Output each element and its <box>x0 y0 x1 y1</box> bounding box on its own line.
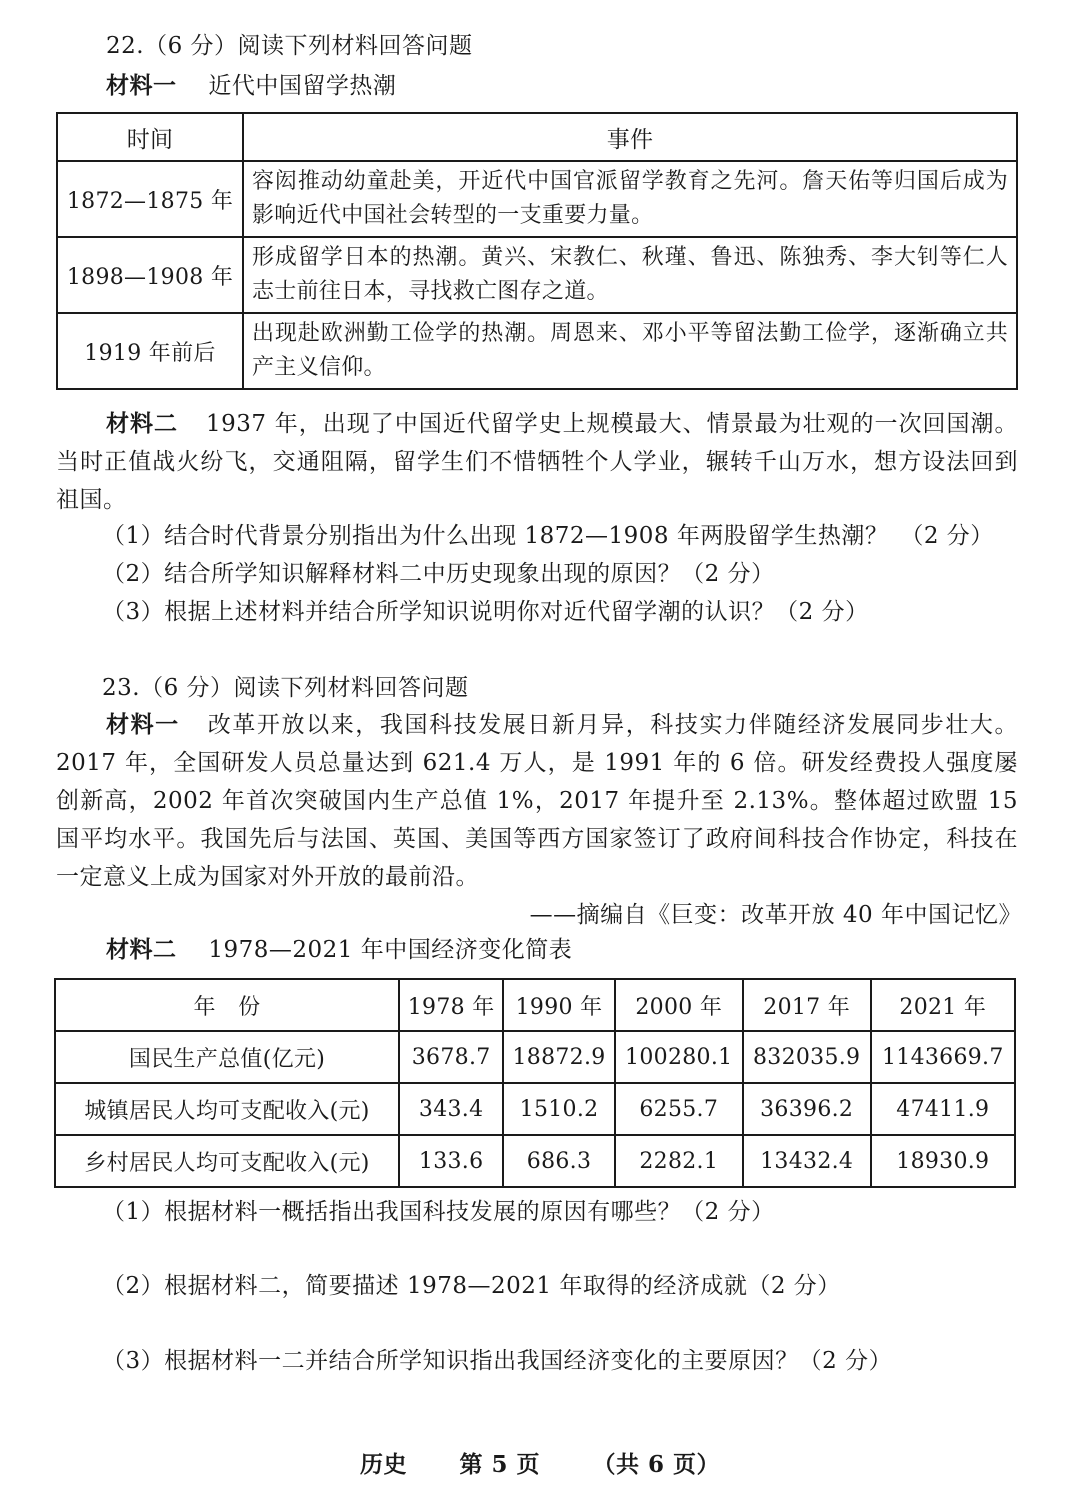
table-header-row <box>57 113 1017 161</box>
header-time: 时间 <box>57 113 243 161</box>
table-cell: 1510.2 <box>503 1083 615 1135</box>
row-label: 国民生产总值(亿元) <box>55 1031 399 1083</box>
table-cell: 18872.9 <box>503 1031 615 1083</box>
table-cell: 1143669.7 <box>871 1031 1015 1083</box>
table-cell: 686.3 <box>503 1135 615 1187</box>
q23-question-3: （3）根据材料一二并结合所学知识指出我国经济变化的主要原因？（2 分） <box>102 1348 893 1374</box>
q22-material2-label: 材料二 <box>106 410 178 437</box>
q22-material1-heading <box>106 68 396 104</box>
table-cell: 2282.1 <box>615 1135 743 1187</box>
q23-title: 23.（6 分）阅读下列材料回答问题 <box>102 675 469 701</box>
table-cell: 133.6 <box>399 1135 503 1187</box>
q22-question-3: （3）根据上述材料并结合所学知识说明你对近代留学潮的认识？（2 分） <box>102 599 869 625</box>
row-event: 容闳推动幼童赴美，开近代中国官派留学教育之先河。詹天佑等归国后成为影响近代中国社会转型的一支重要力量。 <box>243 161 1017 237</box>
page-footer <box>0 1446 1080 1479</box>
header-1978: 1978 年 <box>399 979 503 1031</box>
table-cell: 36396.2 <box>743 1083 871 1135</box>
q23-material2-title: 1978—2021 年中国经济变化简表 <box>208 937 573 963</box>
q23-question-2: （2）根据材料二，简要描述 1978—2021 年取得的经济成就（2 分） <box>102 1273 841 1299</box>
header-2021: 2021 年 <box>871 979 1015 1031</box>
table-cell: 47411.9 <box>871 1083 1015 1135</box>
footer-page: 第 5 页 <box>459 1451 540 1478</box>
table-row <box>55 1083 1015 1135</box>
table-row <box>57 237 1017 313</box>
table-cell: 100280.1 <box>615 1031 743 1083</box>
row-time: 1919 年前后 <box>57 313 243 389</box>
q23-source: ——摘编自《巨变：改革开放 40 年中国记忆》 <box>529 902 1022 928</box>
row-label: 城镇居民人均可支配收入(元) <box>55 1083 399 1135</box>
table-cell: 13432.4 <box>743 1135 871 1187</box>
q23-material1-text: 改革开放以来，我国科技发展日新月异，科技实力伴随经济发展同步壮大。2017 年，全国研发人员总量达到 621.4 万人，是 1991 年的 6 倍。研发经费投人强度屡创新高，2002 年首次突破国内生产总值 1%，2017 年提升至 2.13%。整体超过欧盟 15 国平均水平。我国先后与法国、英国、美国等西方国家签订了政府间科技合作协定，科技在一定意义上成为国家对外开放的最前沿。 <box>56 712 1019 890</box>
table-cell: 3678.7 <box>399 1031 503 1083</box>
q22-title: 22.（6 分）阅读下列材料回答问题 <box>106 33 473 59</box>
study-abroad-table <box>56 112 1018 390</box>
header-1990: 1990 年 <box>503 979 615 1031</box>
q22-material2 <box>56 405 1018 519</box>
q22-material1-label: 材料一 <box>106 72 177 99</box>
q23-material1 <box>56 706 1018 896</box>
footer-subject: 历史 <box>359 1451 407 1478</box>
economy-table <box>54 978 1016 1188</box>
header-event: 事件 <box>243 113 1017 161</box>
table-row <box>57 161 1017 237</box>
q23-question-1: （1）根据材料一概括指出我国科技发展的原因有哪些？（2 分） <box>102 1199 775 1225</box>
table-row <box>57 313 1017 389</box>
q23-material1-label: 材料一 <box>106 711 180 738</box>
table-cell: 6255.7 <box>615 1083 743 1135</box>
row-time: 1898—1908 年 <box>57 237 243 313</box>
q23-material2-heading <box>106 932 572 968</box>
row-label: 乡村居民人均可支配收入(元) <box>55 1135 399 1187</box>
q22-material2-text: 1937 年，出现了中国近代留学史上规模最大、情景最为壮观的一次回国潮。当时正值战火纷飞，交通阻隔，留学生们不惜牺牲个人学业，辗转千山万水，想方设法回到祖国。 <box>56 411 1018 513</box>
header-2000: 2000 年 <box>615 979 743 1031</box>
q22-question-1: （1）结合时代背景分别指出为什么出现 1872—1908 年两股留学生热潮？ （2 分） <box>102 523 994 549</box>
table-header-row <box>55 979 1015 1031</box>
row-time: 1872—1875 年 <box>57 161 243 237</box>
footer-total: （共 6 页） <box>592 1451 721 1478</box>
table-row <box>55 1031 1015 1083</box>
q23-material2-label: 材料二 <box>106 936 177 963</box>
header-year: 年 份 <box>55 979 399 1031</box>
header-2017: 2017 年 <box>743 979 871 1031</box>
q22-material1-title: 近代中国留学热潮 <box>208 73 397 99</box>
table-row <box>55 1135 1015 1187</box>
table-cell: 18930.9 <box>871 1135 1015 1187</box>
row-event: 出现赴欧洲勤工俭学的热潮。周恩来、邓小平等留法勤工俭学，逐渐确立共产主义信仰。 <box>243 313 1017 389</box>
q22-question-2: （2）结合所学知识解释材料二中历史现象出现的原因？（2 分） <box>102 561 775 587</box>
table-cell: 343.4 <box>399 1083 503 1135</box>
row-event: 形成留学日本的热潮。黄兴、宋教仁、秋瑾、鲁迅、陈独秀、李大钊等仁人志士前往日本，寻找救亡图存之道。 <box>243 237 1017 313</box>
table-cell: 832035.9 <box>743 1031 871 1083</box>
